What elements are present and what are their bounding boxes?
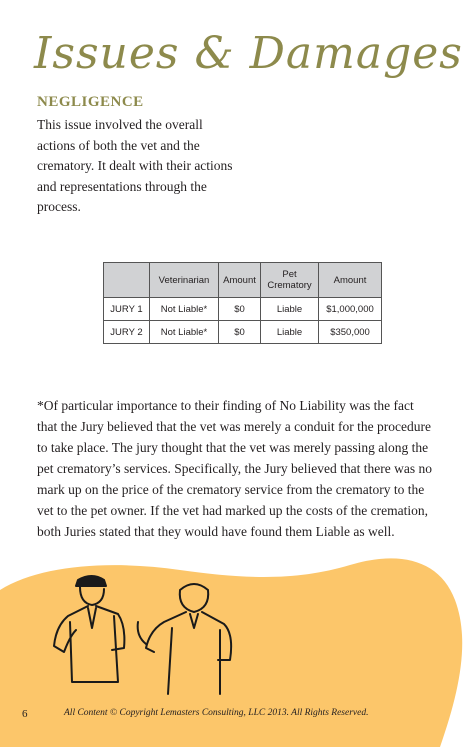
table-cell: $0	[219, 298, 261, 321]
footnote-paragraph: *Of particular importance to their finding of No Liability was the fact that the Jury believed that the vet was merely a conduit for the procedure to take place. The jury thought that the vet was merely passing along the pet crematory’s services. Specifically, the Jury believed that there was no mark up on the price of the crematory service from the crematory to the vet to the pet owner. If the vet had marked up the costs of the cremation, both Juries stated that they would have found them Liable as well.	[37, 398, 432, 539]
header-cell	[104, 263, 150, 298]
table-cell: $0	[219, 321, 261, 344]
table-cell: Liable	[261, 298, 319, 321]
jury-results-table	[103, 262, 382, 344]
page-title: Issues & Damages	[34, 28, 463, 79]
intro-paragraph: This issue involved the overall actions of both the vet and the crematory. It dealt with their actions and representations through the process.	[37, 117, 233, 214]
section-heading: NEGLIGENCE	[37, 94, 144, 110]
table-cell: Not Liable*	[150, 321, 219, 344]
table-cell: $1,000,000	[319, 298, 382, 321]
header-cell: Veterinarian	[150, 263, 219, 298]
table-cell: Not Liable*	[150, 298, 219, 321]
table-cell: $350,000	[319, 321, 382, 344]
table-row	[104, 321, 382, 344]
table-cell: JURY 2	[104, 321, 150, 344]
header-cell: Pet Crematory	[261, 263, 319, 298]
table-header-row	[104, 263, 382, 298]
two-men-illustration	[30, 570, 270, 710]
table-row	[104, 298, 382, 321]
table-cell: JURY 1	[104, 298, 150, 321]
copyright-notice: All Content © Copyright Lemasters Consulting, LLC 2013. All Rights Reserved.	[64, 708, 369, 718]
page-number: 6	[22, 708, 28, 720]
table-cell: Liable	[261, 321, 319, 344]
header-cell: Amount	[219, 263, 261, 298]
header-cell: Amount	[319, 263, 382, 298]
